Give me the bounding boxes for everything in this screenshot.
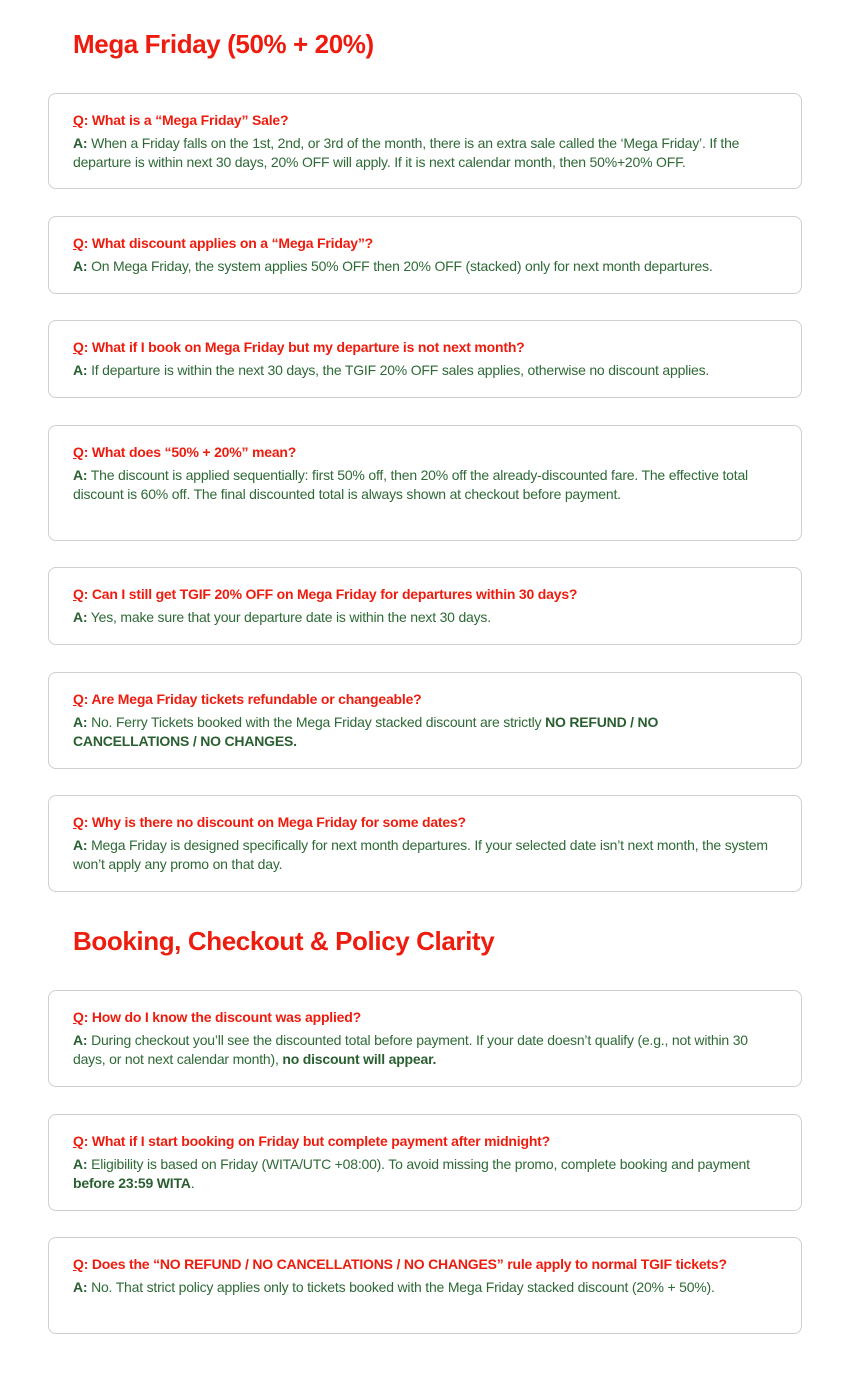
- faq-question: [73, 234, 777, 253]
- section-title-mega-friday: Mega Friday (50% + 20%): [73, 29, 374, 59]
- faq-question: [73, 585, 777, 604]
- faq-answer: [73, 1155, 777, 1193]
- faq-question: [73, 1132, 777, 1151]
- question-label: Q: [73, 1133, 84, 1149]
- question-label: Q: [73, 814, 84, 830]
- question-text: : Does the “NO REFUND / NO CANCELLATIONS / NO CHANGES” rule apply to normal TGIF tickets?: [83, 1256, 727, 1272]
- question-label: Q: [73, 235, 84, 251]
- answer-text: On Mega Friday, the system applies 50% OFF then 20% OFF (stacked) only for next month departures.: [87, 258, 713, 274]
- section-title-booking-checkout: Booking, Checkout & Policy Clarity: [73, 926, 495, 956]
- answer-text: Mega Friday is designed specifically for next month departures. If your selected date isn’t next month, the system won’t apply any promo on that day.: [73, 837, 768, 872]
- faq-answer: [73, 1278, 777, 1297]
- faq-question: [73, 1008, 777, 1027]
- faq-item: [48, 795, 802, 892]
- faq-item: [48, 1114, 802, 1211]
- faq-answer: [73, 836, 777, 874]
- faq-question: [73, 338, 777, 357]
- answer-text: If departure is within the next 30 days, the TGIF 20% OFF sales applies, otherwise no discount applies.: [87, 362, 710, 378]
- answer-text: When a Friday falls on the 1st, 2nd, or 3rd of the month, there is an extra sale called the ‘Mega Friday’. If the departure is within next 30 days, 20% OFF will apply. If it is next calendar month, then 50%+20% OFF.: [73, 135, 740, 170]
- question-text: : What if I book on Mega Friday but my departure is not next month?: [83, 339, 525, 355]
- faq-answer: [73, 608, 777, 627]
- answer-label: A:: [73, 837, 88, 853]
- question-label: Q: [73, 1256, 84, 1272]
- faq-item: [48, 425, 802, 541]
- answer-label: A:: [73, 609, 88, 625]
- faq-answer: [73, 361, 777, 380]
- faq-item: [48, 990, 802, 1087]
- question-text: : What does “50% + 20%” mean?: [83, 444, 297, 460]
- answer-emphasis: no discount will appear.: [282, 1051, 437, 1067]
- answer-text-end: .: [190, 1175, 195, 1191]
- answer-label: A:: [73, 362, 88, 378]
- answer-text: Eligibility is based on Friday (WITA/UTC +08:00). To avoid missing the promo, complete booking and payment: [87, 1156, 750, 1172]
- faq-item: [48, 320, 802, 398]
- answer-text: Yes, make sure that your departure date is within the next 30 days.: [87, 609, 491, 625]
- question-label: Q: [73, 339, 84, 355]
- question-label: Q: [73, 1009, 84, 1025]
- answer-emphasis: before 23:59 WITA: [73, 1175, 191, 1191]
- faq-item: [48, 672, 802, 769]
- answer-text: No. That strict policy applies only to tickets booked with the Mega Friday stacked discount (20% + 50%).: [87, 1279, 715, 1295]
- faq-answer: [73, 1031, 777, 1069]
- question-label: Q: [73, 112, 84, 128]
- faq-item: [48, 216, 802, 294]
- answer-label: A:: [73, 135, 88, 151]
- answer-text: During checkout you’ll see the discounted total before payment. If your date doesn’t qualify (e.g., not within 30 days, or not next calendar month),: [73, 1032, 748, 1067]
- faq-item: [48, 1237, 802, 1334]
- question-label: Q: [73, 586, 84, 602]
- answer-label: A:: [73, 1156, 88, 1172]
- question-text: : What discount applies on a “Mega Friday”?: [83, 235, 374, 251]
- faq-question: [73, 813, 777, 832]
- faq-question: [73, 1255, 777, 1274]
- faq-question: [73, 443, 777, 462]
- faq-answer: [73, 713, 777, 751]
- answer-text: No. Ferry Tickets booked with the Mega Friday stacked discount are strictly: [87, 714, 546, 730]
- question-text: : How do I know the discount was applied?: [83, 1009, 361, 1025]
- question-label: Q: [73, 444, 84, 460]
- answer-emphasis: NO REFUND / NO CANCELLATIONS / NO CHANGES.: [73, 714, 659, 749]
- answer-label: A:: [73, 1032, 88, 1048]
- answer-text: The discount is applied sequentially: first 50% off, then 20% off the already-discounted fare. The effective total discount is 60% off. The final discounted total is always shown at checkout before payment.: [73, 467, 748, 502]
- answer-label: A:: [73, 467, 88, 483]
- faq-answer: [73, 466, 777, 504]
- answer-label: A:: [73, 258, 88, 274]
- answer-label: A:: [73, 714, 88, 730]
- faq-answer: [73, 257, 777, 276]
- faq-item: [48, 567, 802, 645]
- question-text: : What if I start booking on Friday but complete payment after midnight?: [83, 1133, 550, 1149]
- question-text: : What is a “Mega Friday” Sale?: [83, 112, 289, 128]
- question-text: : Why is there no discount on Mega Friday for some dates?: [83, 814, 466, 830]
- faq-question: [73, 690, 777, 709]
- faq-answer: [73, 134, 777, 172]
- faq-item: [48, 93, 802, 189]
- answer-label: A:: [73, 1279, 88, 1295]
- question-text: : Are Mega Friday tickets refundable or changeable?: [83, 691, 422, 707]
- faq-question: [73, 111, 777, 130]
- question-label: Q: [73, 691, 84, 707]
- question-text: : Can I still get TGIF 20% OFF on Mega Friday for departures within 30 days?: [83, 586, 578, 602]
